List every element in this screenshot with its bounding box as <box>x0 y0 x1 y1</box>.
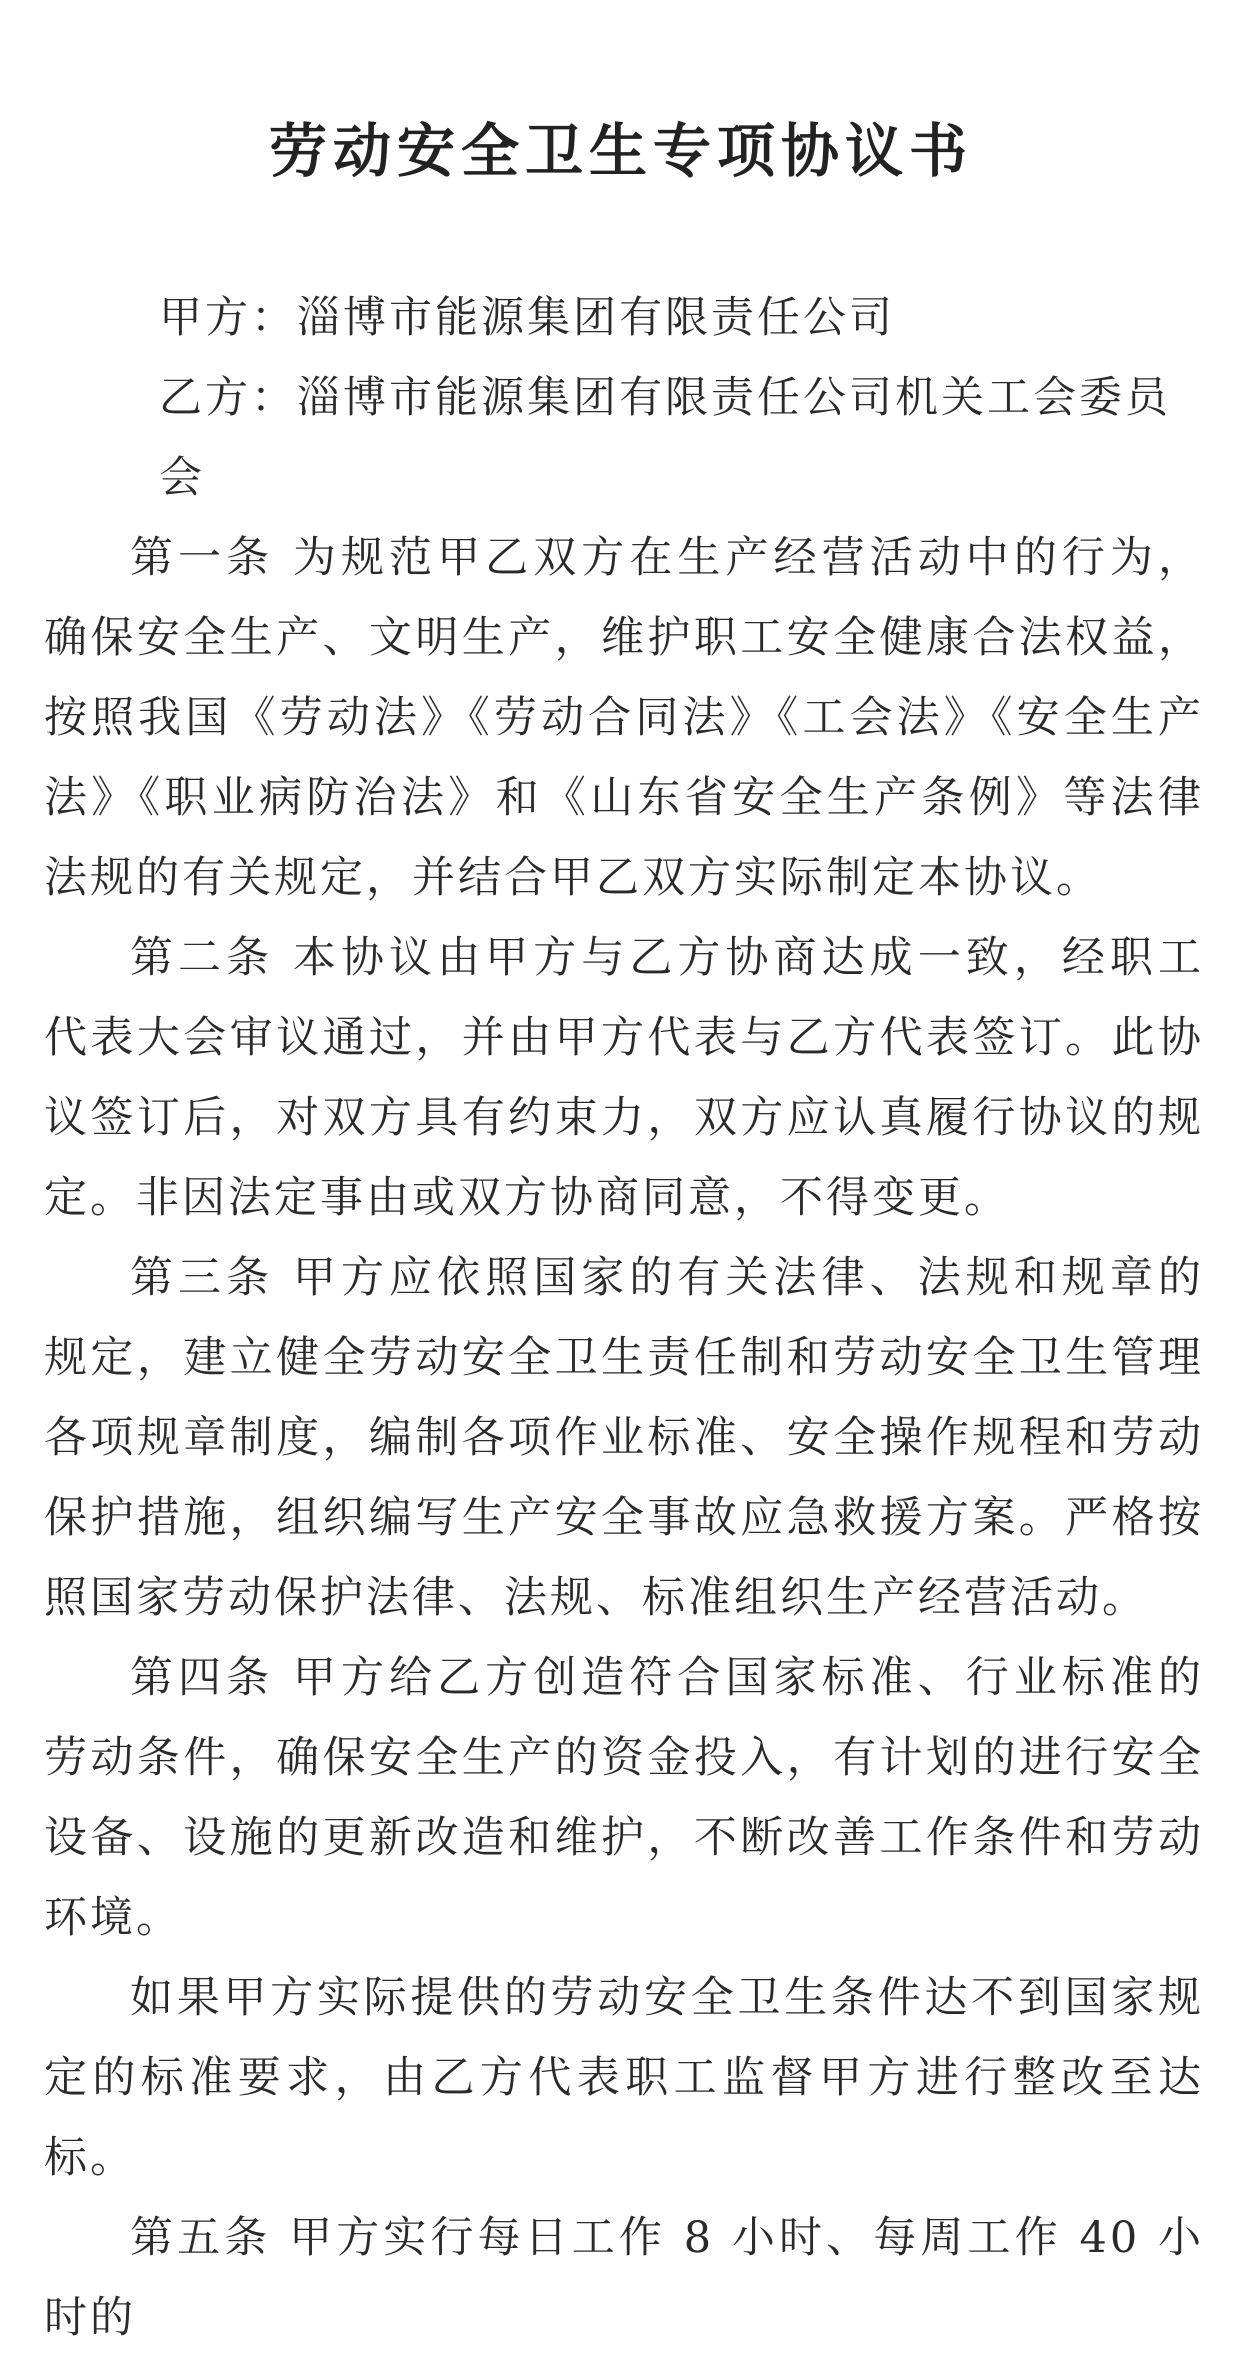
document-title: 劳动安全卫生专项协议书 <box>268 117 973 185</box>
article-4-supplement: 如果甲方实际提供的劳动安全卫生条件达不到国家规定的标准要求，由乙方代表职工监督甲方进行整改至达标。 <box>44 1973 1204 2183</box>
article-2: 第二条 本协议由甲方与乙方协商达成一致，经职工代表大会审议通过，并由甲方代表与乙方代表签订。此协议签订后，对双方具有约束力，双方应认真履行协议的规定。非因法定事由或双方协商同意，不得变更。 <box>44 933 1204 1223</box>
party-b: 乙方：淄博市能源集团有限责任公司机关工会委员会 <box>159 373 1171 503</box>
article-3: 第三条 甲方应依照国家的有关法律、法规和规章的规定，建立健全劳动安全卫生责任制和劳动安全卫生管理各项规章制度，编制各项作业标准、安全操作规程和劳动保护措施，组织编写生产安全事故应急救援方案。严格按照国家劳动保护法律、法规、标准组织生产经营活动。 <box>44 1253 1204 1623</box>
article-4: 第四条 甲方给乙方创造符合国家标准、行业标准的劳动条件，确保安全生产的资金投入，有计划的进行安全设备、设施的更新改造和维护，不断改善工作条件和劳动环境。 <box>44 1653 1204 1943</box>
party-a: 甲方：淄博市能源集团有限责任公司 <box>159 293 895 343</box>
article-5: 第五条 甲方实行每日工作 8 小时、每周工作 40 小时的 <box>44 2213 1204 2343</box>
document-body <box>44 278 1204 2358</box>
article-1: 第一条 为规范甲乙双方在生产经营活动中的行为，确保安全生产、文明生产，维护职工安全健康合法权益，按照我国《劳动法》《劳动合同法》《工会法》《安全生产法》《职业病防治法》和《山东省安全生产条例》等法律法规的有关规定，并结合甲乙双方实际制定本协议。 <box>44 533 1204 903</box>
